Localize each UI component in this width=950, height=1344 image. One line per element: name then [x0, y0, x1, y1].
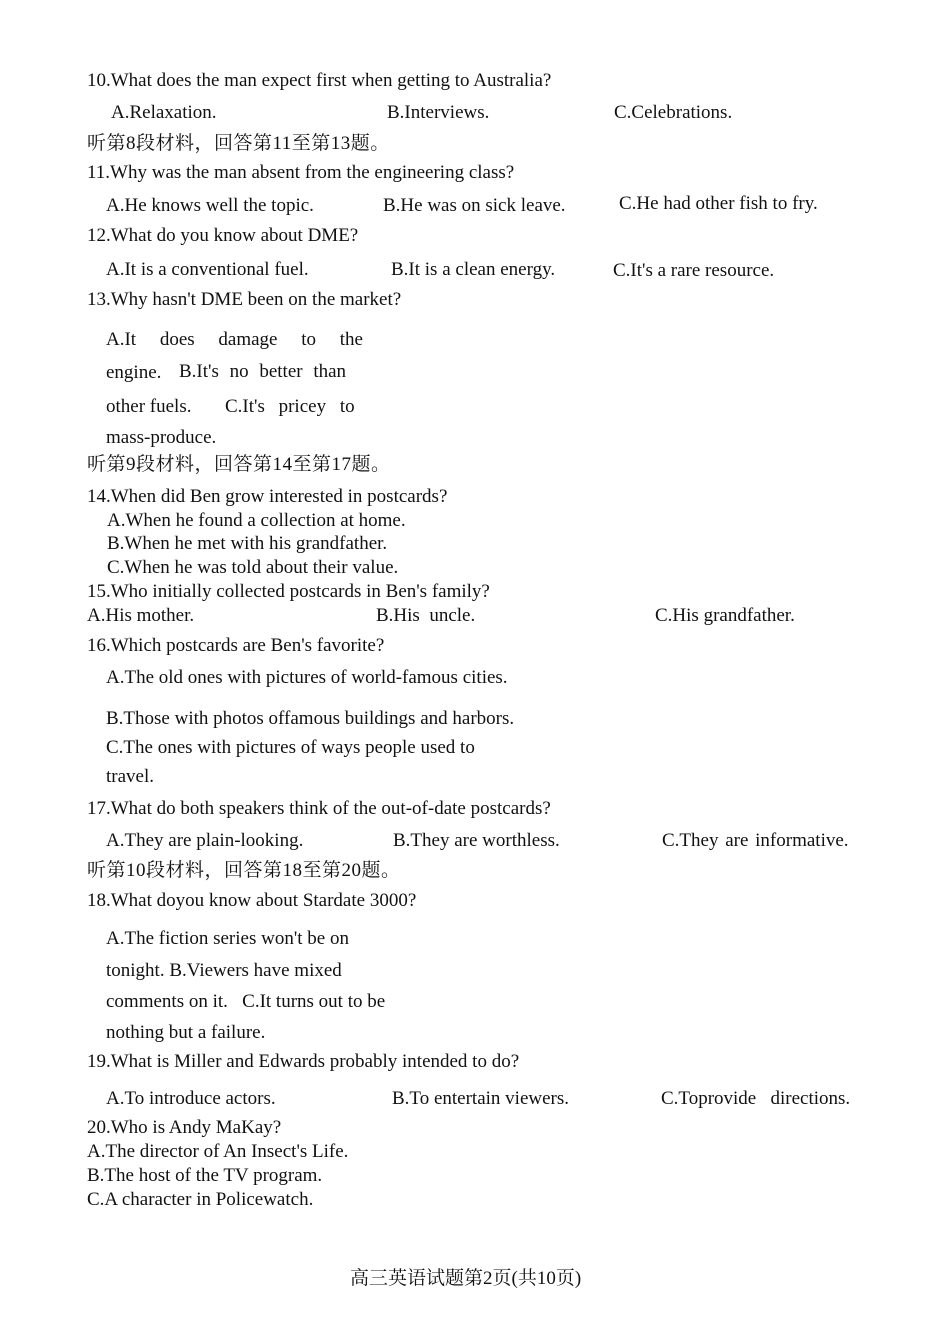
q12-option-c: C.It's a rare resource. [613, 260, 775, 281]
q18-line-4: nothing but a failure. [106, 1022, 266, 1043]
q13-line-3b: C.It's pricey to [225, 396, 355, 417]
q17-option-c: C.They are informative. [662, 830, 849, 851]
q14-option-c: C.When he was told about their value. [107, 557, 399, 578]
q11-option-c: C.He had other fish to fry. [619, 193, 818, 214]
q13-line-4: mass-produce. [106, 427, 217, 448]
q13-line-2a: engine. [106, 362, 162, 383]
q20-option-c: C.A character in Policewatch. [87, 1189, 314, 1210]
q16-option-a: A.The old ones with pictures of world-famous cities. [106, 667, 508, 688]
q19-option-c: C.Toprovide directions. [661, 1088, 851, 1109]
q11-question: 11.Why was the man absent from the engineering class? [87, 162, 515, 183]
q20-option-a: A.The director of An Insect's Life. [87, 1141, 349, 1162]
q10-option-c: C.Celebrations. [614, 102, 733, 123]
q10-question: 10.What does the man expect first when getting to Australia? [87, 70, 552, 91]
q11-option-a: A.He knows well the topic. [106, 195, 314, 216]
q16-question: 16.Which postcards are Ben's favorite? [87, 635, 385, 656]
q14-option-b: B.When he met with his grandfather. [107, 533, 388, 554]
q14-option-a: A.When he found a collection at home. [107, 510, 406, 531]
q16-option-c-line-1: C.The ones with pictures of ways people used to [106, 737, 475, 758]
page-footer: 高三英语试题第2页(共10页) [350, 1268, 582, 1289]
q17-option-b: B.They are worthless. [393, 830, 560, 851]
q15-option-a: A.His mother. [87, 605, 195, 626]
section-8-heading: 听第8段材料，回答第11至第13题。 [87, 133, 390, 154]
q16-option-c-line-2: travel. [106, 766, 155, 787]
q12-option-a: A.It is a conventional fuel. [106, 259, 309, 280]
q13-line-3a: other fuels. [106, 396, 192, 417]
q19-option-b: B.To entertain viewers. [392, 1088, 570, 1109]
q17-option-a: A.They are plain-looking. [106, 830, 304, 851]
q13-line-2b: B.It's no better than [179, 361, 347, 382]
q20-option-b: B.The host of the TV program. [87, 1165, 323, 1186]
q18-line-2: tonight. B.Viewers have mixed [106, 960, 342, 981]
q15-question: 15.Who initially collected postcards in Ben's family? [87, 581, 490, 602]
section-9-heading: 听第9段材料，回答第14至第17题。 [87, 454, 391, 475]
q19-question: 19.What is Miller and Edwards probably intended to do? [87, 1051, 520, 1072]
q12-option-b: B.It is a clean energy. [391, 259, 556, 280]
q10-option-b: B.Interviews. [387, 102, 490, 123]
q13-line-1: A.It does damage to the [106, 329, 363, 350]
q20-question: 20.Who is Andy MaKay? [87, 1117, 282, 1138]
q18-line-3: comments on it. C.It turns out to be [106, 991, 386, 1012]
q13-question: 13.Why hasn't DME been on the market? [87, 289, 402, 310]
q14-question: 14.When did Ben grow interested in postcards? [87, 486, 448, 507]
q16-option-b: B.Those with photos offamous buildings and harbors. [106, 708, 515, 729]
q18-question: 18.What doyou know about Stardate 3000? [87, 890, 417, 911]
q19-option-a: A.To introduce actors. [106, 1088, 276, 1109]
q15-option-c: C.His grandfather. [655, 605, 795, 626]
section-10-heading: 听第10段材料，回答第18至第20题。 [87, 860, 401, 881]
q10-option-a: A.Relaxation. [111, 102, 217, 123]
q12-question: 12.What do you know about DME? [87, 225, 359, 246]
q15-option-b: B.His uncle. [376, 605, 476, 626]
q11-option-b: B.He was on sick leave. [383, 195, 566, 216]
q18-line-1: A.The fiction series won't be on [106, 928, 349, 949]
q17-question: 17.What do both speakers think of the out-of-date postcards? [87, 798, 551, 819]
